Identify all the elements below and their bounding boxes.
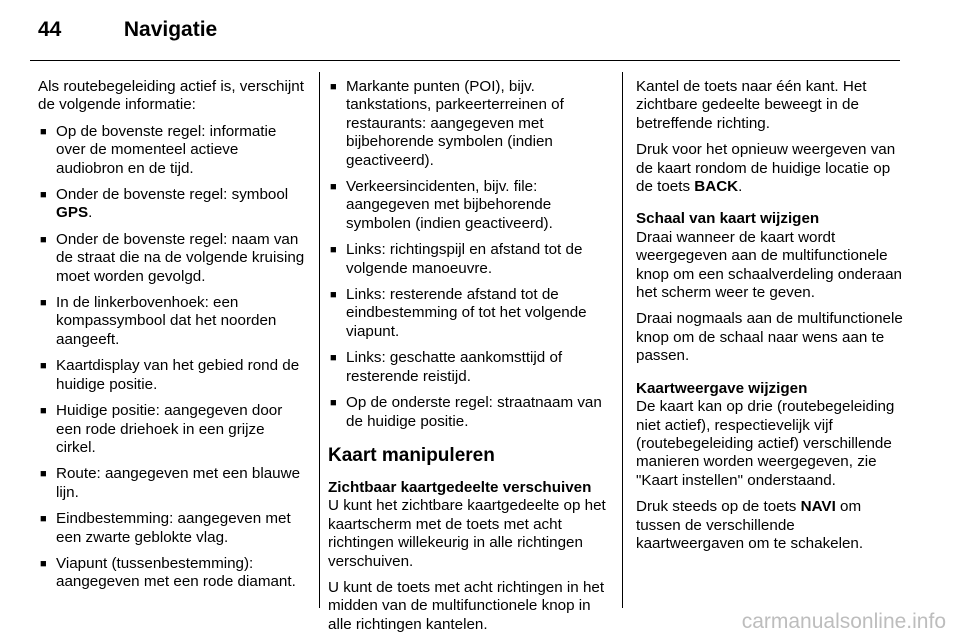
list-item: ■ Op de onderste regel: straatnaam van de huidige positie. bbox=[328, 394, 608, 431]
list-item: ■ Links: resterende afstand tot de eindbestemming of tot het volgende viapunt. bbox=[328, 286, 608, 341]
list-item: ■ Op de bovenste regel: informatie over de momenteel actieve audiobron en de tijd. bbox=[38, 123, 308, 178]
list-item: ■ Verkeersincidenten, bijv. file: aangegeven met bijbehorende symbolen (indien geactiveerd). bbox=[328, 178, 608, 233]
paragraph: Kantel de toets naar één kant. Het zichtbare gedeelte beweegt in de betreffende richting. bbox=[636, 78, 867, 132]
paragraph: U kunt het zichtbare kaartgedeelte op het kaartscherm met de toets met acht richtingen willekeurig in alle richtingen verschuiven. bbox=[328, 497, 606, 570]
list-item: ■ Huidige positie: aangegeven door een rode driehoek in een grijze cirkel. bbox=[38, 402, 308, 457]
column-2 bbox=[328, 78, 608, 642]
page-header bbox=[38, 18, 217, 42]
subsection-heading: Kaartweergave wijzigen bbox=[636, 379, 808, 397]
list-item: ■ Markante punten (POI), bijv. tankstations, parkeerterreinen of restaurants: aangegeven met bijbehorende symbolen (indien geactiveerd). bbox=[328, 78, 608, 170]
info-list bbox=[38, 123, 308, 592]
subsection-heading: Schaal van kaart wijzigen bbox=[636, 210, 820, 228]
list-item: ■ Kaartdisplay van het gebied rond de huidige positie. bbox=[38, 357, 308, 394]
subsection-heading: Zichtbaar kaartgedeelte verschuiven bbox=[328, 478, 592, 496]
paragraph: Druk steeds op de toets NAVI om tussen de verschillende kaartweergaven om te schakelen. bbox=[636, 498, 864, 552]
list-item: ■ In de linkerbovenhoek: een kompassymbool dat het noorden aangeeft. bbox=[38, 294, 308, 349]
header-rule bbox=[30, 60, 900, 61]
list-item: ■ Onder de bovenste regel: naam van de straat die na de volgende kruising moet worden gevolgd. bbox=[38, 231, 308, 286]
back-key-label: BACK bbox=[694, 178, 739, 196]
column-1 bbox=[38, 78, 308, 600]
page-title: Navigatie bbox=[123, 18, 218, 41]
list-item: ■ Viapunt (tussenbestemming): aangegeven met een rode diamant. bbox=[38, 555, 308, 592]
section-title: Kaart manipuleren bbox=[328, 444, 495, 466]
list-item: ■ Links: richtingspijl en afstand tot de volgende manoeuvre. bbox=[328, 241, 608, 278]
column-divider bbox=[622, 72, 623, 608]
navi-key-label: NAVI bbox=[800, 498, 836, 516]
paragraph: Draai wanneer de kaart wordt weergegeven aan de multifunctionele knop om een schaalverdeling onderaan het scherm weer te geven. bbox=[636, 228, 902, 302]
list-item: ■ Eindbestemming: aangegeven met een zwarte geblokte vlag. bbox=[38, 510, 308, 547]
info-list-continued bbox=[328, 78, 608, 431]
paragraph: Druk voor het opnieuw weergeven van de kaart rondom de huidige locatie op de toets BACK. bbox=[636, 141, 896, 196]
paragraph: De kaart kan op drie (routebegeleiding niet actief), respectievelijk vijf (routebegeleiding actief) verschillende manieren worden weergegeven, zie "Kaart instellen" onderstaand. bbox=[636, 398, 895, 489]
paragraph: U kunt de toets met acht richtingen in het midden van de multifunctionele knop in alle richtingen kantelen. bbox=[328, 578, 605, 633]
list-item: ■ Route: aangegeven met een blauwe lijn. bbox=[38, 465, 308, 502]
column-divider bbox=[319, 72, 320, 608]
paragraph: Draai nogmaals aan de multifunctionele knop om de schaal naar wens aan te passen. bbox=[636, 310, 903, 365]
list-item: ■ Onder de bovenste regel: symbool GPS. bbox=[38, 186, 308, 223]
intro-paragraph: Als routebegeleiding actief is, verschijnt de volgende informatie: bbox=[38, 78, 304, 114]
page-number: 44 bbox=[38, 18, 62, 41]
list-item: ■ Links: geschatte aankomsttijd of resterende reistijd. bbox=[328, 349, 608, 386]
watermark: carmanualsonline.info bbox=[741, 610, 946, 633]
column-3 bbox=[636, 78, 904, 561]
